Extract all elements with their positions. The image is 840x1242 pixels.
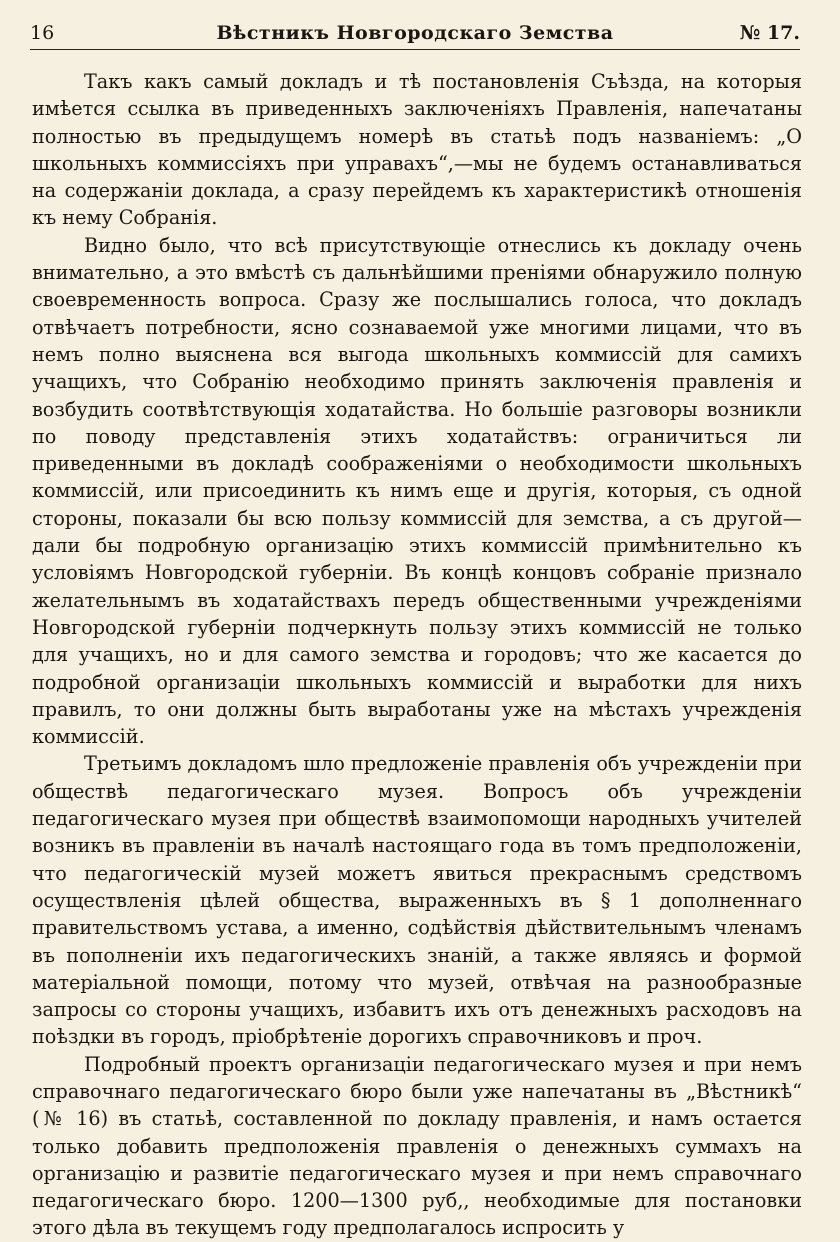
article-body	[32, 68, 802, 1242]
header-rule	[30, 49, 800, 50]
paragraph: Третьимъ докладомъ шло предложеніе правленія объ учрежденіи при обществѣ педагогическаго музея. Вопросъ объ учрежденіи педагогическаго музея при обществѣ взаимопомощи народныхъ учителей возникъ въ правленіи въ началѣ настоящаго года въ томъ предположеніи, что педагогическій музей можетъ явиться прекраснымъ средствомъ осуществленія цѣлей общества, выраженныхъ въ § 1 дополненнаго правительствомъ устава, а именно, содѣйствія дѣйствительнымъ членамъ въ пополненіи ихъ педагогическихъ знаній, а также являясь и формой матеріальной помощи, потому что музей, отвѣчая на разнообразные запросы со стороны учащихъ, избавитъ ихъ отъ денежныхъ расходовъ на поѣздки въ городъ, пріобрѣтеніе дорогихъ справочниковъ и проч.	[32, 752, 802, 1049]
paragraph: Такъ какъ самый докладъ и тѣ постановленія Съѣзда, на которыя имѣется ссылка въ приведенныхъ заключеніяхъ Правленія, напечатаны полностью въ предыдущемъ номерѣ въ статьѣ подъ названіемъ: „О школьныхъ коммиссіяхъ при управахъ“,—мы не будемъ останавливаться на содержаніи доклада, а сразу перейдемъ къ характеристикѣ отношенія къ нему Собранія.	[32, 70, 802, 230]
issue-number: № 17.	[739, 22, 800, 44]
journal-title: Вѣстникъ Новгородскаго Земства	[216, 22, 614, 44]
running-head	[30, 18, 800, 48]
page-number: 16	[30, 22, 55, 44]
paragraph: Подробный проектъ организаціи педагогическаго музея и при немъ справочнаго педагогическаго бюро были уже напечатаны въ „Вѣстникѣ“ (№ 16) въ статьѣ, составленной по докладу правленія, и намъ остается только добавить предположенія правленія о денежныхъ суммахъ на организацію и развитіе педагогическаго музея и при немъ справочнаго педагогическаго бюро. 1200—1300 руб,, необходимые для постановки этого дѣла въ текущемъ году предполагалось испросить у	[32, 1052, 802, 1240]
paragraph: Видно было, что всѣ присутствующіе отнеслись къ докладу очень внимательно, а это вмѣстѣ съ дальнѣйшими преніями обнаружило полную своевременность вопроса. Сразу же послышались голоса, что докладъ отвѣчаетъ потребности, ясно сознаваемой уже многими лицами, что въ немъ полно выяснена вся выгода школьныхъ коммиссій для самихъ учащихъ, что Собранію необходимо принять заключенія правленія и возбудить соотвѣтствующія ходатайства. Но большіе разговоры возникли по поводу представленія этихъ ходатайствъ: ограничиться ли приведенными въ докладѣ соображеніями о необходимости школьныхъ коммиссій, или присоединить къ нимъ еще и другія, которыя, съ одной стороны, показали бы всю пользу коммиссій для земства, а съ другой—дали бы подробную организацію этихъ коммиссій примѣнительно къ условіямъ Новгородской губерніи. Въ концѣ концовъ собраніе признало желательнымъ въ ходатайствахъ передъ общественными учрежденіями Новгородской губерніи подчеркнуть пользу этихъ коммиссій не только для учащихъ, но и для самого земства и городовъ; что же касается до подробной организаціи школьныхъ коммиссій и выработки для нихъ правилъ, то они должны быть выработаны уже на мѣстахъ учрежденія коммиссій.	[32, 233, 802, 749]
